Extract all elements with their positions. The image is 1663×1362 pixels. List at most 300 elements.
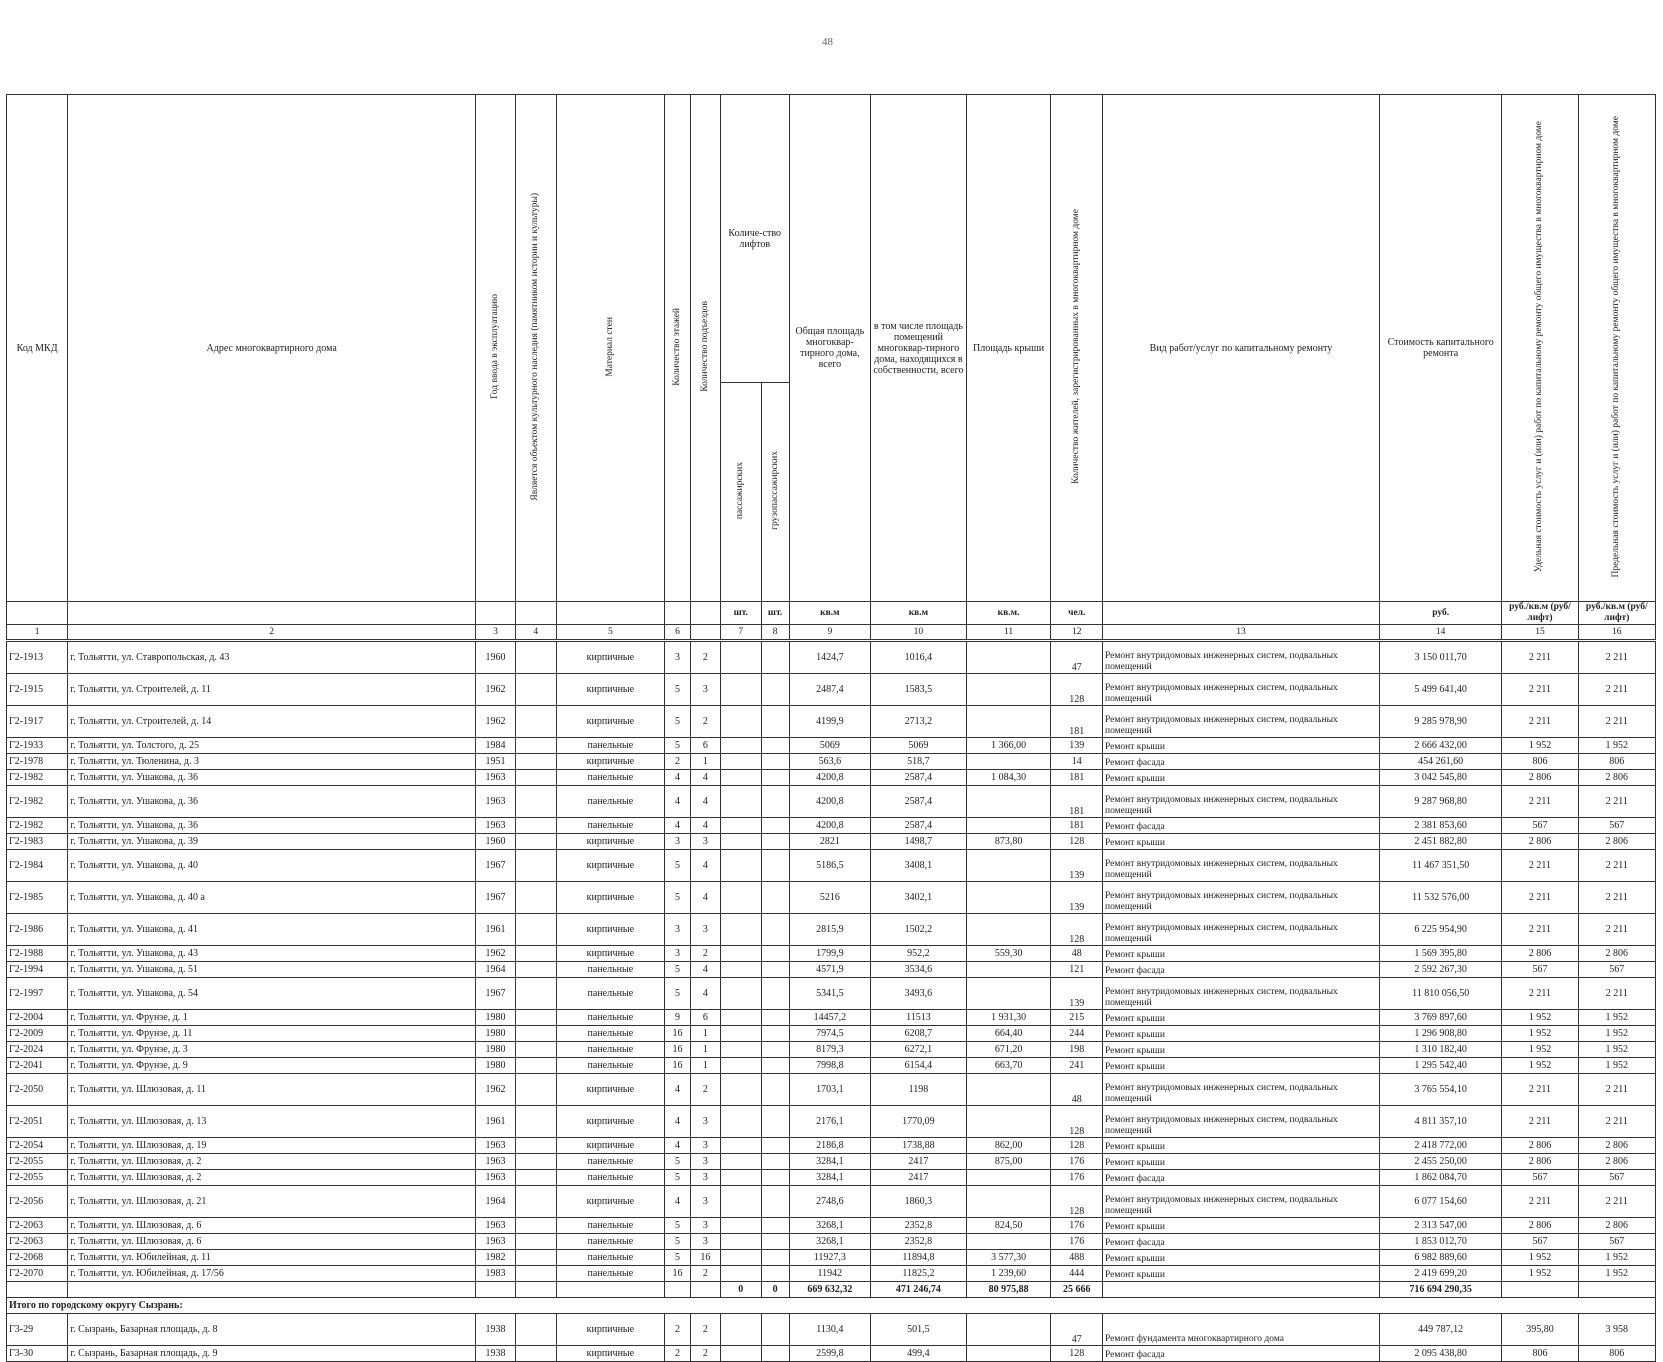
cell-code: Г2-2050 bbox=[7, 1074, 68, 1106]
cell-entrances: 4 bbox=[690, 978, 720, 1010]
cell-cargo bbox=[761, 1346, 789, 1362]
cell-max: 2 806 bbox=[1578, 834, 1655, 850]
cell-walls: панельные bbox=[556, 978, 664, 1010]
total-empty-cell bbox=[690, 1282, 720, 1298]
cell-heritage bbox=[515, 1026, 556, 1042]
cell-entrances: 4 bbox=[690, 770, 720, 786]
section-row bbox=[7, 1298, 1656, 1314]
cell-total-area: 4571,9 bbox=[789, 962, 871, 978]
cell-residents: 139 bbox=[1051, 882, 1103, 914]
cell-walls: панельные bbox=[556, 1218, 664, 1234]
cell-owned-area: 1502,2 bbox=[871, 914, 967, 946]
cell-passenger bbox=[720, 1010, 761, 1026]
cell-floors: 3 bbox=[665, 834, 691, 850]
cell-work: Ремонт крыши bbox=[1103, 738, 1380, 754]
table-row bbox=[7, 834, 1656, 850]
cell-max: 2 806 bbox=[1578, 1154, 1655, 1170]
table-row bbox=[7, 1138, 1656, 1154]
cell-heritage bbox=[515, 1266, 556, 1282]
cell-residents: 444 bbox=[1051, 1266, 1103, 1282]
cell-code: Г2-1997 bbox=[7, 978, 68, 1010]
cell-owned-area: 3534,6 bbox=[871, 962, 967, 978]
cell-cargo bbox=[761, 1154, 789, 1170]
cell-year: 1962 bbox=[476, 674, 516, 706]
header-heritage: Является объектом культурного наследия (памятником истории и культуры) bbox=[515, 95, 556, 602]
cell-total-area: 5216 bbox=[789, 882, 871, 914]
cell-cost: 3 765 554,10 bbox=[1379, 1074, 1501, 1106]
cell-work: Ремонт внутридомовых инженерных систем, подвальных помещений bbox=[1103, 1106, 1380, 1138]
unit-roof-area: кв.м. bbox=[966, 602, 1051, 625]
cell-owned-area: 1860,3 bbox=[871, 1186, 967, 1218]
cell-walls: кирпичные bbox=[556, 706, 664, 738]
cell-floors: 3 bbox=[665, 641, 691, 674]
cell-code: Г2-1983 bbox=[7, 834, 68, 850]
cell-entrances: 3 bbox=[690, 1138, 720, 1154]
cell-unit: 2 806 bbox=[1502, 834, 1578, 850]
cell-max: 2 806 bbox=[1578, 1138, 1655, 1154]
cell-owned-area: 501,5 bbox=[871, 1314, 967, 1346]
cell-heritage bbox=[515, 818, 556, 834]
cell-work: Ремонт фасада bbox=[1103, 1170, 1380, 1186]
cell-address: г. Сызрань, Базарная площадь, д. 8 bbox=[68, 1314, 476, 1346]
cell-heritage bbox=[515, 738, 556, 754]
unit-owned-area: кв.м bbox=[871, 602, 967, 625]
cell-total-area: 1703,1 bbox=[789, 1074, 871, 1106]
cell-owned-area: 2417 bbox=[871, 1170, 967, 1186]
cell-cost: 3 042 545,80 bbox=[1379, 770, 1501, 786]
cell-cargo bbox=[761, 1026, 789, 1042]
cell-heritage bbox=[515, 1010, 556, 1026]
cell-roof-area: 664,40 bbox=[966, 1026, 1051, 1042]
cell-cargo bbox=[761, 1250, 789, 1266]
cell-walls: кирпичные bbox=[556, 914, 664, 946]
cell-heritage bbox=[515, 641, 556, 674]
cell-total-area: 563,6 bbox=[789, 754, 871, 770]
unit-total-area: кв.м bbox=[789, 602, 871, 625]
cell-total-area: 2599,8 bbox=[789, 1346, 871, 1362]
cell-passenger bbox=[720, 770, 761, 786]
cell-passenger bbox=[720, 850, 761, 882]
cell-max: 1 952 bbox=[1578, 1250, 1655, 1266]
cell-walls: панельные bbox=[556, 1266, 664, 1282]
cell-code: Г2-1982 bbox=[7, 786, 68, 818]
cell-walls: панельные bbox=[556, 962, 664, 978]
column-number: 6 bbox=[665, 625, 691, 641]
cell-code: Г2-1982 bbox=[7, 770, 68, 786]
cell-owned-area: 11825,2 bbox=[871, 1266, 967, 1282]
table-row bbox=[7, 1026, 1656, 1042]
cell-total-area: 5069 bbox=[789, 738, 871, 754]
cell-walls: кирпичные bbox=[556, 1186, 664, 1218]
header-walls: Материал стен bbox=[556, 95, 664, 602]
cell-total-area: 2487,4 bbox=[789, 674, 871, 706]
cell-roof-area bbox=[966, 641, 1051, 674]
column-number: 8 bbox=[761, 625, 789, 641]
cell-cargo bbox=[761, 946, 789, 962]
cell-cost: 2 419 699,20 bbox=[1379, 1266, 1501, 1282]
cell-unit: 567 bbox=[1502, 1234, 1578, 1250]
cell-address: г. Тольятти, ул. Фрунзе, д. 3 bbox=[68, 1042, 476, 1058]
cell-passenger bbox=[720, 1250, 761, 1266]
cell-total-area: 2815,9 bbox=[789, 914, 871, 946]
cell-roof-area bbox=[966, 1074, 1051, 1106]
cell-walls: кирпичные bbox=[556, 1346, 664, 1362]
cell-roof-area: 1 931,30 bbox=[966, 1010, 1051, 1026]
cell-floors: 9 bbox=[665, 1010, 691, 1026]
cell-floors: 5 bbox=[665, 882, 691, 914]
cell-heritage bbox=[515, 1218, 556, 1234]
total-empty-cell bbox=[1578, 1282, 1655, 1298]
cell-code: Г2-1933 bbox=[7, 738, 68, 754]
cell-residents: 244 bbox=[1051, 1026, 1103, 1042]
cell-entrances: 1 bbox=[690, 1058, 720, 1074]
cell-walls: кирпичные bbox=[556, 882, 664, 914]
cell-heritage bbox=[515, 674, 556, 706]
cell-owned-area: 11513 bbox=[871, 1010, 967, 1026]
cell-year: 1938 bbox=[476, 1346, 516, 1362]
cell-entrances: 6 bbox=[690, 738, 720, 754]
cell-work: Ремонт внутридомовых инженерных систем, подвальных помещений bbox=[1103, 978, 1380, 1010]
column-number: 2 bbox=[68, 625, 476, 641]
cell-cargo bbox=[761, 834, 789, 850]
cell-passenger bbox=[720, 1074, 761, 1106]
table-row bbox=[7, 674, 1656, 706]
cell-cost: 1 862 084,70 bbox=[1379, 1170, 1501, 1186]
cell-year: 1951 bbox=[476, 754, 516, 770]
cell-owned-area: 1738,88 bbox=[871, 1138, 967, 1154]
cell-work: Ремонт внутридомовых инженерных систем, подвальных помещений bbox=[1103, 882, 1380, 914]
total-empty-cell bbox=[68, 1282, 476, 1298]
cell-total-area: 1799,9 bbox=[789, 946, 871, 962]
cell-work: Ремонт внутридомовых инженерных систем, подвальных помещений bbox=[1103, 1074, 1380, 1106]
cell-floors: 5 bbox=[665, 674, 691, 706]
cell-year: 1960 bbox=[476, 641, 516, 674]
total-passenger: 0 bbox=[720, 1282, 761, 1298]
cell-work: Ремонт внутридомовых инженерных систем, подвальных помещений bbox=[1103, 674, 1380, 706]
cell-owned-area: 1198 bbox=[871, 1074, 967, 1106]
cell-code: Г2-1982 bbox=[7, 818, 68, 834]
cell-passenger bbox=[720, 1346, 761, 1362]
cell-cargo bbox=[761, 818, 789, 834]
total-empty-cell bbox=[7, 1282, 68, 1298]
cell-residents: 48 bbox=[1051, 946, 1103, 962]
cell-floors: 4 bbox=[665, 1186, 691, 1218]
header-code: Код МКД bbox=[7, 95, 68, 602]
cell-code: Г2-1915 bbox=[7, 674, 68, 706]
table-row bbox=[7, 1314, 1656, 1346]
cell-roof-area bbox=[966, 706, 1051, 738]
column-number: 13 bbox=[1103, 625, 1380, 641]
cell-year: 1963 bbox=[476, 1154, 516, 1170]
cell-walls: панельные bbox=[556, 818, 664, 834]
cell-residents: 14 bbox=[1051, 754, 1103, 770]
cell-max: 2 211 bbox=[1578, 1186, 1655, 1218]
cell-work: Ремонт крыши bbox=[1103, 1250, 1380, 1266]
cell-code: Г2-2055 bbox=[7, 1170, 68, 1186]
cell-work: Ремонт крыши bbox=[1103, 770, 1380, 786]
cell-passenger bbox=[720, 786, 761, 818]
cell-work: Ремонт крыши bbox=[1103, 946, 1380, 962]
total-empty-cell bbox=[556, 1282, 664, 1298]
cell-total-area: 2821 bbox=[789, 834, 871, 850]
cell-owned-area: 1016,4 bbox=[871, 641, 967, 674]
cell-max: 2 211 bbox=[1578, 1074, 1655, 1106]
table-row bbox=[7, 1010, 1656, 1026]
cell-cost: 11 532 576,00 bbox=[1379, 882, 1501, 914]
cell-owned-area: 3402,1 bbox=[871, 882, 967, 914]
cell-passenger bbox=[720, 1234, 761, 1250]
cell-address: г. Тольятти, ул. Ушакова, д. 43 bbox=[68, 946, 476, 962]
cell-cost: 2 313 547,00 bbox=[1379, 1218, 1501, 1234]
cell-year: 1961 bbox=[476, 1106, 516, 1138]
cell-max: 2 211 bbox=[1578, 641, 1655, 674]
cell-residents: 215 bbox=[1051, 1010, 1103, 1026]
cell-max: 2 806 bbox=[1578, 770, 1655, 786]
cell-work: Ремонт внутридомовых инженерных систем, подвальных помещений bbox=[1103, 850, 1380, 882]
cell-cargo bbox=[761, 1058, 789, 1074]
cell-total-area: 7998,8 bbox=[789, 1058, 871, 1074]
cell-cost: 3 150 011,70 bbox=[1379, 641, 1501, 674]
cell-passenger bbox=[720, 1154, 761, 1170]
cell-total-area: 4200,8 bbox=[789, 770, 871, 786]
cell-work: Ремонт крыши bbox=[1103, 1266, 1380, 1282]
cell-walls: кирпичные bbox=[556, 641, 664, 674]
cell-roof-area bbox=[966, 754, 1051, 770]
table-row bbox=[7, 1250, 1656, 1266]
cell-max: 1 952 bbox=[1578, 1026, 1655, 1042]
header-unit-cost: Удельная стоимость услуг и (или) работ по капитальному ремонту общего имущества в многоквартирном доме bbox=[1502, 95, 1578, 602]
cell-code: Г2-2009 bbox=[7, 1026, 68, 1042]
cell-unit: 1 952 bbox=[1502, 1250, 1578, 1266]
cell-passenger bbox=[720, 914, 761, 946]
cell-total-area: 14457,2 bbox=[789, 1010, 871, 1026]
cell-unit: 806 bbox=[1502, 754, 1578, 770]
cell-max: 2 211 bbox=[1578, 706, 1655, 738]
cell-year: 1984 bbox=[476, 738, 516, 754]
cell-cargo bbox=[761, 674, 789, 706]
cell-heritage bbox=[515, 1074, 556, 1106]
cell-year: 1963 bbox=[476, 1138, 516, 1154]
cell-address: г. Тольятти, ул. Шлюзовая, д. 6 bbox=[68, 1218, 476, 1234]
cell-roof-area bbox=[966, 786, 1051, 818]
cell-cargo bbox=[761, 914, 789, 946]
cell-max: 2 211 bbox=[1578, 674, 1655, 706]
cell-residents: 181 bbox=[1051, 706, 1103, 738]
cell-max: 2 211 bbox=[1578, 850, 1655, 882]
cell-code: Г2-2055 bbox=[7, 1154, 68, 1170]
cell-max: 2 211 bbox=[1578, 786, 1655, 818]
total-roof-area: 80 975,88 bbox=[966, 1282, 1051, 1298]
cell-entrances: 4 bbox=[690, 818, 720, 834]
cell-roof-area bbox=[966, 818, 1051, 834]
header-lifts: Количе-ство лифтов bbox=[720, 95, 789, 383]
table-row bbox=[7, 962, 1656, 978]
total-total-area: 669 632,32 bbox=[789, 1282, 871, 1298]
cell-residents: 139 bbox=[1051, 850, 1103, 882]
cell-unit: 2 806 bbox=[1502, 1154, 1578, 1170]
cell-residents: 48 bbox=[1051, 1074, 1103, 1106]
cell-floors: 4 bbox=[665, 1106, 691, 1138]
cell-year: 1983 bbox=[476, 1266, 516, 1282]
cell-year: 1967 bbox=[476, 850, 516, 882]
cell-code: Г2-2004 bbox=[7, 1010, 68, 1026]
cell-residents: 241 bbox=[1051, 1058, 1103, 1074]
cell-max: 1 952 bbox=[1578, 1042, 1655, 1058]
header-floors: Количество этажей bbox=[665, 95, 691, 602]
cell-max: 2 211 bbox=[1578, 882, 1655, 914]
cell-owned-area: 2587,4 bbox=[871, 770, 967, 786]
cell-unit: 2 211 bbox=[1502, 978, 1578, 1010]
cell-heritage bbox=[515, 1170, 556, 1186]
cell-passenger bbox=[720, 978, 761, 1010]
cell-max: 2 211 bbox=[1578, 1106, 1655, 1138]
cell-max: 567 bbox=[1578, 1234, 1655, 1250]
cell-entrances: 1 bbox=[690, 754, 720, 770]
cell-address: г. Тольятти, ул. Шлюзовая, д. 2 bbox=[68, 1170, 476, 1186]
total-empty-cell bbox=[1103, 1282, 1380, 1298]
cell-unit: 1 952 bbox=[1502, 1266, 1578, 1282]
cell-heritage bbox=[515, 1346, 556, 1362]
cell-max: 2 211 bbox=[1578, 914, 1655, 946]
table-row bbox=[7, 850, 1656, 882]
cell-walls: кирпичные bbox=[556, 850, 664, 882]
cell-passenger bbox=[720, 1314, 761, 1346]
cell-walls: панельные bbox=[556, 1170, 664, 1186]
cell-address: г. Тольятти, ул. Ушакова, д. 36 bbox=[68, 770, 476, 786]
cell-unit: 2 211 bbox=[1502, 1106, 1578, 1138]
cell-passenger bbox=[720, 1266, 761, 1282]
cell-cost: 9 287 968,80 bbox=[1379, 786, 1501, 818]
cell-address: г. Тольятти, ул. Тюленина, д. 3 bbox=[68, 754, 476, 770]
cell-address: г. Тольятти, ул. Шлюзовая, д. 19 bbox=[68, 1138, 476, 1154]
cell-floors: 2 bbox=[665, 1346, 691, 1362]
cell-residents: 128 bbox=[1051, 1346, 1103, 1362]
cell-floors: 5 bbox=[665, 738, 691, 754]
cell-work: Ремонт внутридомовых инженерных систем, подвальных помещений bbox=[1103, 786, 1380, 818]
cell-floors: 3 bbox=[665, 946, 691, 962]
cell-walls: панельные bbox=[556, 786, 664, 818]
cell-year: 1980 bbox=[476, 1026, 516, 1042]
cell-address: г. Тольятти, ул. Фрунзе, д. 1 bbox=[68, 1010, 476, 1026]
cell-walls: кирпичные bbox=[556, 834, 664, 850]
cell-address: г. Тольятти, ул. Шлюзовая, д. 6 bbox=[68, 1234, 476, 1250]
header-owned-area: в том числе площадь помещений многоквар-тирного дома, находящихся в собственности, всего bbox=[871, 95, 967, 602]
header-roof-area: Площадь крыши bbox=[966, 95, 1051, 602]
cell-total-area: 8179,3 bbox=[789, 1042, 871, 1058]
cell-heritage bbox=[515, 1138, 556, 1154]
cell-work: Ремонт внутридомовых инженерных систем, подвальных помещений bbox=[1103, 641, 1380, 674]
cell-address: г. Тольятти, ул. Юбилейная, д. 17/56 bbox=[68, 1266, 476, 1282]
table-row bbox=[7, 1106, 1656, 1138]
cell-total-area: 5341,5 bbox=[789, 978, 871, 1010]
cell-residents: 128 bbox=[1051, 1138, 1103, 1154]
cell-cost: 11 810 056,50 bbox=[1379, 978, 1501, 1010]
cell-entrances: 3 bbox=[690, 1186, 720, 1218]
cell-heritage bbox=[515, 1250, 556, 1266]
cell-heritage bbox=[515, 914, 556, 946]
cell-total-area: 4199,9 bbox=[789, 706, 871, 738]
table-row bbox=[7, 738, 1656, 754]
table-row bbox=[7, 1042, 1656, 1058]
cell-year: 1967 bbox=[476, 978, 516, 1010]
cell-owned-area: 3408,1 bbox=[871, 850, 967, 882]
cell-residents: 198 bbox=[1051, 1042, 1103, 1058]
cell-entrances: 3 bbox=[690, 674, 720, 706]
cell-cargo bbox=[761, 978, 789, 1010]
cell-roof-area bbox=[966, 978, 1051, 1010]
cell-address: г. Тольятти, ул. Шлюзовая, д. 21 bbox=[68, 1186, 476, 1218]
cell-heritage bbox=[515, 978, 556, 1010]
cell-unit: 2 211 bbox=[1502, 706, 1578, 738]
cell-entrances: 3 bbox=[690, 834, 720, 850]
cell-walls: панельные bbox=[556, 1234, 664, 1250]
cell-unit: 1 952 bbox=[1502, 1042, 1578, 1058]
cell-walls: панельные bbox=[556, 738, 664, 754]
cell-owned-area: 1770,09 bbox=[871, 1106, 967, 1138]
cell-heritage bbox=[515, 962, 556, 978]
header-passenger: пассажирских bbox=[720, 383, 761, 602]
cell-cost: 454 261,60 bbox=[1379, 754, 1501, 770]
cell-roof-area: 3 577,30 bbox=[966, 1250, 1051, 1266]
cell-heritage bbox=[515, 882, 556, 914]
cell-residents: 47 bbox=[1051, 641, 1103, 674]
cell-entrances: 3 bbox=[690, 1218, 720, 1234]
cell-cost: 3 769 897,60 bbox=[1379, 1010, 1501, 1026]
cell-cost: 6 982 889,60 bbox=[1379, 1250, 1501, 1266]
cell-owned-area: 2352,8 bbox=[871, 1234, 967, 1250]
cell-passenger bbox=[720, 1170, 761, 1186]
cell-total-area: 11927,3 bbox=[789, 1250, 871, 1266]
cell-residents: 128 bbox=[1051, 1186, 1103, 1218]
cell-total-area: 1424,7 bbox=[789, 641, 871, 674]
cell-owned-area: 952,2 bbox=[871, 946, 967, 962]
cell-walls: панельные bbox=[556, 1154, 664, 1170]
unit-unit-cost: руб./кв.м (руб/лифт) bbox=[1502, 602, 1578, 625]
cell-cost: 6 225 954,90 bbox=[1379, 914, 1501, 946]
cell-year: 1980 bbox=[476, 1010, 516, 1026]
cell-roof-area bbox=[966, 850, 1051, 882]
column-number: 4 bbox=[515, 625, 556, 641]
cell-passenger bbox=[720, 1106, 761, 1138]
cell-code: Г2-2068 bbox=[7, 1250, 68, 1266]
cell-work: Ремонт фасада bbox=[1103, 1346, 1380, 1362]
cell-cost: 11 467 351,50 bbox=[1379, 850, 1501, 882]
cell-passenger bbox=[720, 1218, 761, 1234]
column-number: 12 bbox=[1051, 625, 1103, 641]
cell-roof-area bbox=[966, 674, 1051, 706]
cell-entrances: 4 bbox=[690, 882, 720, 914]
cell-passenger bbox=[720, 1026, 761, 1042]
cell-residents: 128 bbox=[1051, 834, 1103, 850]
cell-work: Ремонт крыши bbox=[1103, 1138, 1380, 1154]
cell-code: Г2-1986 bbox=[7, 914, 68, 946]
cell-code: Г3-30 bbox=[7, 1346, 68, 1362]
cell-roof-area bbox=[966, 962, 1051, 978]
cell-entrances: 4 bbox=[690, 962, 720, 978]
unit-passenger: шт. bbox=[720, 602, 761, 625]
cell-unit: 2 806 bbox=[1502, 1138, 1578, 1154]
cell-entrances: 3 bbox=[690, 914, 720, 946]
cell-owned-area: 2587,4 bbox=[871, 818, 967, 834]
cell-entrances: 1 bbox=[690, 1042, 720, 1058]
cell-roof-area bbox=[966, 1170, 1051, 1186]
cell-max: 567 bbox=[1578, 1170, 1655, 1186]
cell-max: 3 958 bbox=[1578, 1314, 1655, 1346]
cell-year: 1963 bbox=[476, 1234, 516, 1250]
cell-roof-area bbox=[966, 914, 1051, 946]
cell-entrances: 2 bbox=[690, 1346, 720, 1362]
header-address: Адрес многоквартирного дома bbox=[68, 95, 476, 602]
